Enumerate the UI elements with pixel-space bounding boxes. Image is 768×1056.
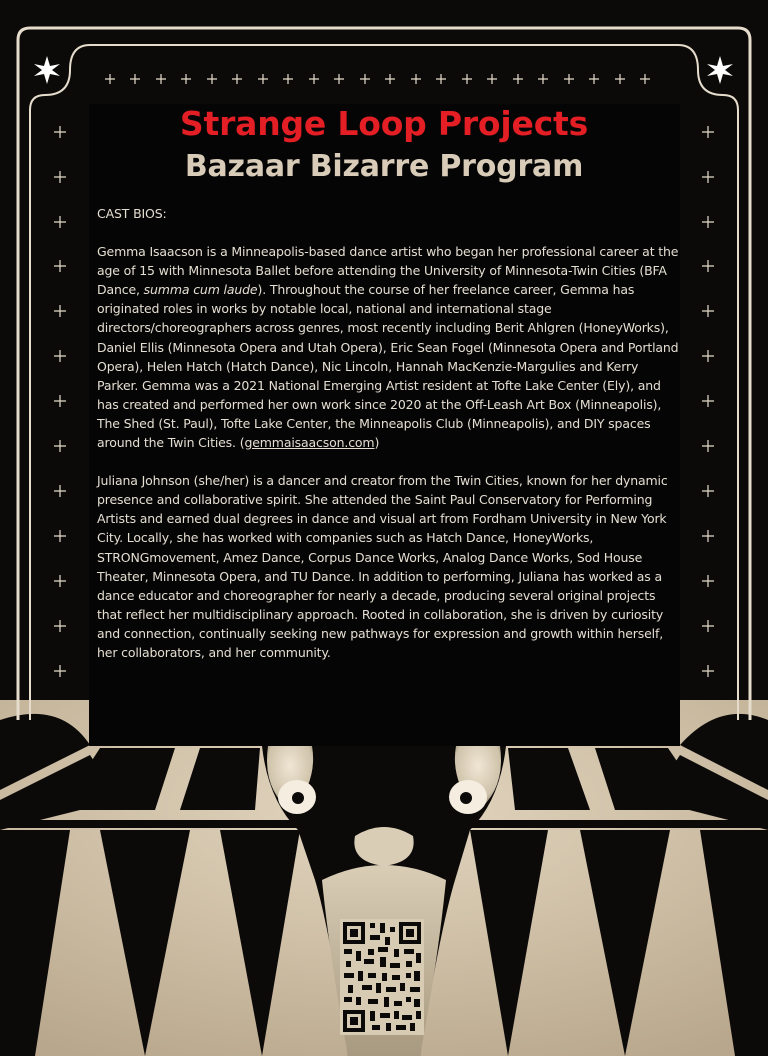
page-subtitle: Bazaar Bizarre Program [184, 149, 584, 184]
bio-gemma: Gemma Isaacson is a Minneapolis-based dance artist who began her professional career at the age of 15 with Minnesota Ballet before attending the University of Minnesota-Twin Cities (BFA Dance, summa cum laude). Throughout the course of her freelance career, Gemma has originated roles in works by notable local, national and international stage directors/choreographers across genres, most recently including Berit Ahlgren (HoneyWorks), Daniel Ellis (Minnesota Opera and Utah Opera), Eric Sean Fogel (Minnesota Opera and Portland Opera), Helen Hatch (Hatch Dance), Nic Lincoln, Hannah MacKenzie-Margulies and Kerry Parker. Gemma was a 2021 National Emerging Artist resident at Tofte Lake Center (Ely), and has created and performed her own work since 2020 at the Off-Leash Art Box (Minneapolis), The Shed (St. Paul), Tofte Lake Center, the Minneapolis Club (Minneapolis), and DIY spaces around the Twin Cities. (gemmaisaacson.com) [97, 244, 679, 451]
website-link[interactable]: gemmaisaacson.com [244, 435, 375, 451]
bio-juliana: Juliana Johnson (she/her) is a dancer and creator from the Twin Cities, known for her dynamic presence and collaborative spirit. She attended the Saint Paul Conservatory for Performing Artists and earned dual degrees in dance and visual art from Fordham University in New York City. Locally, she has worked with companies such as Hatch Dance, HoneyWorks, STRONGmovement, Amez Dance, Corpus Dance Works, Analog Dance Works, Sod House Theater, Minnesota Opera, and TU Dance. In addition to performing, Juliana has worked as a dance educator and choreographer for nearly a decade, producing several original projects that reflect her multidisciplinary approach. Rooted in collaboration, she is driven by curiosity and connection, continually seeking new pathways for expression and growth within herself, her collaborators, and her community. [97, 473, 668, 660]
page-title: Strange Loop Projects [179, 104, 589, 143]
qr-code-icon[interactable] [340, 919, 424, 1035]
cast-bios [97, 204, 681, 681]
latin-honors: summa cum laude [143, 282, 258, 298]
starburst-icon [34, 56, 733, 84]
section-heading: CAST BIOS: [97, 206, 167, 221]
